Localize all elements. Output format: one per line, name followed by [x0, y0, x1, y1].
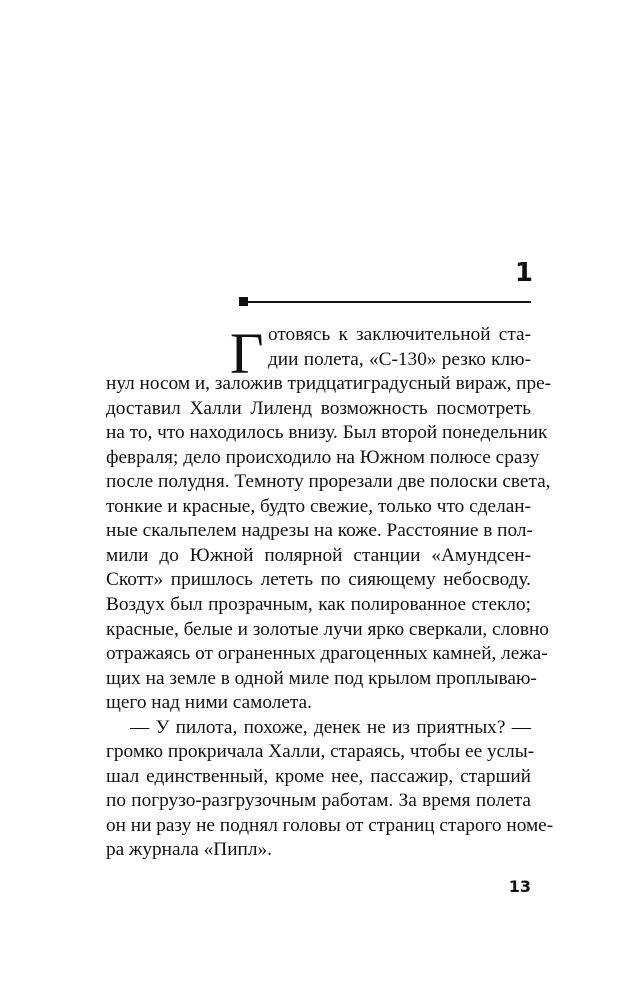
text-line: нул носом и, заложив тридцатиградусный вираж, пре-	[106, 373, 552, 395]
text-line: Скотт» пришлось лететь по сияющему небосводу.	[106, 569, 531, 591]
text-line: Воздух был прозрачным, как полированное стекло;	[106, 594, 531, 616]
text-line: доставил Халли Лиленд возможность посмотреть	[106, 397, 531, 419]
text-line: отражаясь от ограненных драгоценных камней, лежа-	[106, 643, 548, 665]
text-line: красные, белые и золотые лучи ярко сверкали, словно	[106, 618, 549, 640]
page-number: 13	[508, 877, 531, 896]
text-line: после полудня. Темноту прорезали две полоски света,	[106, 471, 551, 493]
text-line: щих на земле в одной миле под крылом проплываю-	[106, 667, 537, 689]
text-line: громко прокричала Халли, стараясь, чтобы ее услы-	[106, 741, 535, 763]
text-line: на то, что находилось внизу. Был второй понедельник	[106, 422, 548, 444]
text-line: шал единственный, кроме нее, пассажир, старший	[106, 765, 531, 787]
chapter-number: 1	[514, 258, 533, 288]
text-line: февраля; дело происходило на Южном полюсе сразу	[106, 446, 540, 468]
text-line: отовясь к заключительной ста-	[268, 324, 531, 345]
text-line: ра журнала «Пипл».	[106, 839, 272, 861]
body-text	[106, 323, 554, 863]
text-line: дии полета, «С-130» резко клю-	[268, 348, 531, 370]
chapter-rule	[239, 301, 531, 303]
text-line: щего над ними самолета.	[106, 692, 312, 714]
text-line: по погрузо-разгрузочным работам. За время полета	[106, 790, 531, 812]
text-line: ные скальпелем надрезы на коже. Расстояние в пол-	[106, 520, 533, 542]
text-line: тонкие и красные, будто свежие, только что сделан-	[106, 495, 531, 517]
text-line: мили до Южной полярной станции «Амундсен-	[106, 544, 531, 566]
text-line: он ни разу не поднял головы от страниц старого номе-	[106, 814, 554, 836]
drop-cap: Г	[230, 321, 264, 386]
text-line: — У пилота, похоже, денек не из приятных? —	[130, 716, 531, 738]
